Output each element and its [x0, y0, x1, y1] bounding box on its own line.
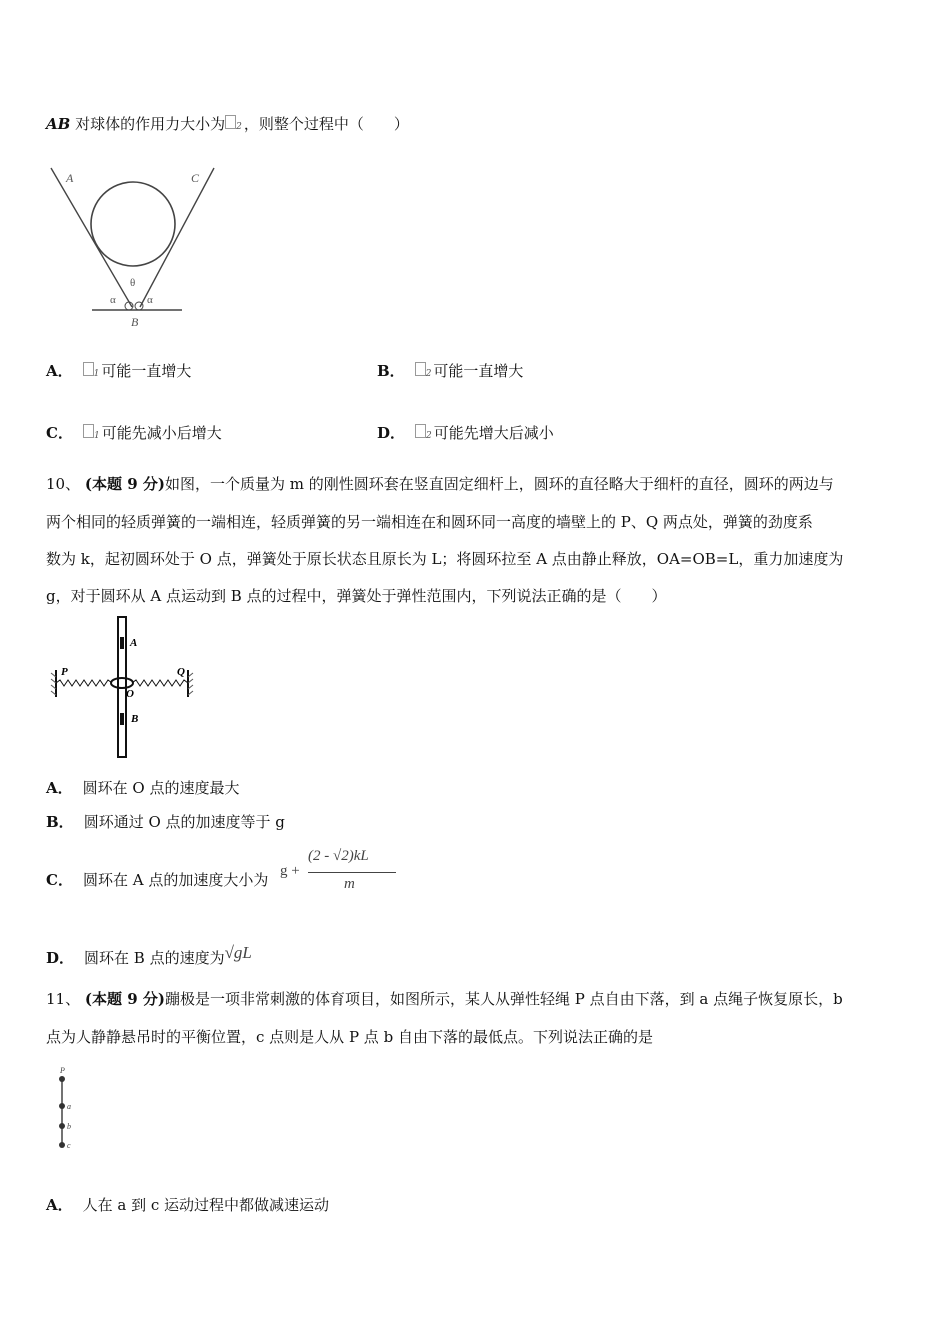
q11-label-b: b	[67, 1122, 71, 1131]
q10-figure	[50, 615, 200, 760]
q10-mark-b	[120, 713, 124, 725]
q9-option-b-label: B．	[377, 362, 405, 380]
q10-text-1: 如图，一个质量为 m 的刚性圆环套在竖直固定细杆上，圆环的直径略大于细杆的直径，圆环的两边与	[164, 475, 834, 493]
q9-option-c[interactable]	[46, 423, 222, 446]
q9-option-b-glyph-icon	[415, 362, 426, 376]
q9-label-alpha-left: α	[110, 294, 116, 306]
q10-stem-line-4: g，对于圆环从 A 点运动到 B 点的过程中，弹簧处于弹性范围内，下列说法正确的是（ ）	[46, 587, 667, 605]
q9-option-a-text: 可能一直增大	[101, 362, 192, 380]
q9-figure	[46, 160, 200, 335]
q11-label-p: P	[60, 1066, 65, 1075]
q9-stem-tail	[46, 114, 409, 137]
q10-option-d[interactable]	[46, 943, 252, 968]
q9-option-a-glyph-icon	[83, 362, 94, 376]
q9-option-b-text: 可能一直增大	[433, 362, 524, 380]
q10-label-q: Q	[177, 666, 185, 678]
q11-option-a-text: 人在 a 到 c 运动过程中都做减速运动	[82, 1196, 330, 1214]
q10-option-d-label: D．	[46, 949, 75, 967]
q10-formula-g: g +	[280, 863, 300, 879]
q10-stem-line-1	[46, 474, 834, 494]
q9-option-c-label: C．	[46, 424, 73, 442]
q9-option-d-sub: 2	[426, 431, 432, 441]
q9-subscript: 2	[236, 122, 242, 132]
q9-option-c-sub: 1	[93, 431, 100, 441]
q10-label-o: O	[126, 688, 134, 700]
q11-text-1: 蹦极是一项非常刺激的体育项目，如图所示，某人从弹性轻绳 P 点自由下落，到 a 点绳子恢复原长，b	[164, 990, 843, 1008]
q11-score: (本题 9 分)	[84, 990, 165, 1008]
q10-spring-left	[56, 680, 112, 686]
q11-stem-line-2: 点为人静静悬吊时的平衡位置，c 点则是人从 P 点 b 自由下落的最低点。下列说法正确的是	[46, 1028, 653, 1046]
q11-option-a-label: A．	[46, 1196, 73, 1214]
q10-option-b-text: 圆环通过 O 点的加速度等于 g	[83, 813, 285, 831]
q9-label-alpha-right: α	[147, 294, 153, 306]
q10-score: (本题 9 分)	[84, 475, 165, 493]
q10-option-c-label: C．	[46, 871, 73, 889]
q9-var-ab: AB	[46, 115, 71, 133]
q10-option-b[interactable]	[46, 812, 285, 832]
q10-option-d-formula: √gL	[224, 943, 252, 962]
q11-point-b	[59, 1123, 65, 1129]
q10-stem-line-2: 两个相同的轻质弹簧的一端相连，轻质弹簧的另一端相连在和圆环同一高度的墙壁上的 P、Q 两点处，弹簧的劲度系	[46, 513, 813, 531]
q9-stem-text: 对球体的作用力大小为	[75, 115, 226, 133]
q10-option-c[interactable]	[46, 870, 268, 890]
q10-label-p: P	[61, 666, 68, 678]
q9-option-b[interactable]	[377, 361, 523, 384]
q9-board-ab	[51, 168, 132, 307]
q10-formula-bar	[308, 872, 396, 873]
q10-option-c-text: 圆环在 A 点的加速度大小为	[82, 871, 269, 889]
q10-number: 10、	[46, 475, 81, 493]
q11-figure	[52, 1065, 92, 1155]
q10-formula-denominator: m	[344, 876, 355, 892]
q11-label-c: c	[67, 1141, 71, 1150]
q9-missing-glyph-icon	[225, 115, 236, 129]
q10-label-a: A	[130, 637, 138, 649]
q9-label-a: A	[66, 171, 74, 185]
q11-option-a[interactable]	[46, 1195, 329, 1215]
q9-option-d[interactable]	[377, 423, 554, 446]
q9-label-c: C	[191, 171, 200, 185]
q9-ball	[91, 182, 175, 266]
q9-option-c-text: 可能先减小后增大	[101, 424, 222, 442]
q11-point-p	[59, 1076, 65, 1082]
q9-option-d-text: 可能先增大后减小	[433, 424, 554, 442]
q9-option-c-glyph-icon	[83, 424, 94, 438]
q9-board-cb	[140, 168, 214, 307]
q11-point-a	[59, 1103, 65, 1109]
q11-stem-line-1	[46, 989, 843, 1009]
q10-label-b: B	[131, 713, 139, 725]
q9-label-theta: θ	[130, 277, 136, 289]
q10-option-d-text: 圆环在 B 点的速度为	[84, 949, 225, 967]
q9-option-b-sub: 2	[425, 369, 432, 379]
q10-option-a-text: 圆环在 O 点的速度最大	[82, 779, 240, 797]
q10-spring-right	[132, 680, 188, 686]
q11-number: 11、	[46, 990, 81, 1008]
q10-mark-a	[120, 637, 124, 649]
q10-option-b-label: B．	[46, 813, 74, 831]
q9-option-d-glyph-icon	[415, 424, 426, 438]
q10-formula-numerator: (2 - √2)kL	[308, 848, 369, 864]
q9-option-a-label: A．	[46, 362, 73, 380]
q9-option-a[interactable]	[46, 361, 191, 384]
q10-option-c-formula	[280, 846, 400, 896]
q9-option-a-sub: 1	[93, 369, 100, 379]
q11-label-a: a	[67, 1102, 71, 1111]
q11-point-c	[59, 1142, 65, 1148]
q9-option-d-label: D．	[377, 424, 406, 442]
q9-stem-end: ，则整个过程中（ ）	[243, 115, 409, 133]
q10-option-a-label: A．	[46, 779, 73, 797]
q10-stem-line-3: 数为 k，起初圆环处于 O 点，弹簧处于原长状态且原长为 L；将圆环拉至 A 点由静止释放，OA=OB=L，重力加速度为	[46, 550, 844, 568]
q9-label-b: B	[131, 315, 139, 329]
q9-hinge-right	[135, 302, 143, 310]
q10-option-a[interactable]	[46, 778, 239, 798]
